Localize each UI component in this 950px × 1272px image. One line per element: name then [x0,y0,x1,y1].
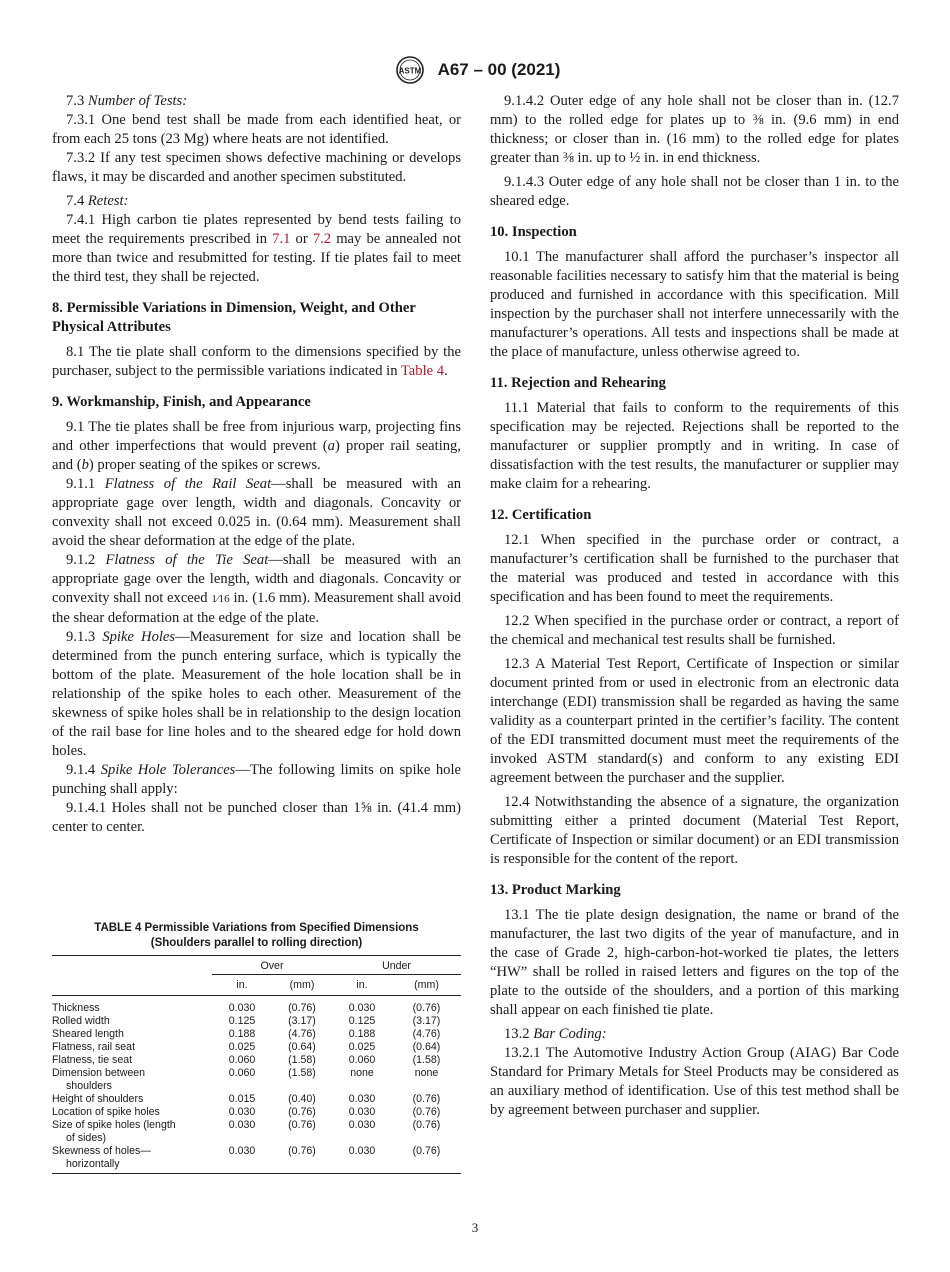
table-row [52,1067,461,1093]
header-under-mm: (mm) [392,975,461,996]
under-mm-cell: (0.76) [412,1119,441,1131]
table-row [52,1145,461,1174]
para-7-4: 7.4 Retest: [66,193,129,209]
under-in-cell: 0.030 [332,1145,392,1174]
link-7-1[interactable]: 7.1 [272,231,291,247]
under-mm-cell: (0.76) [412,1002,441,1014]
para-9-1-4-3: 9.1.4.3 Outer edge of any hole shall not be closer than 1 in. to the sheared edge. [490,174,899,209]
under-in-cell: 0.030 [348,1106,376,1118]
over-mm-cell: (0.76) [288,1119,316,1131]
header-under-in: in. [332,975,392,996]
under-mm-cell: (0.64) [412,1041,441,1053]
under-mm-cell: (0.76) [412,1093,441,1105]
table-row [52,1054,461,1067]
over-in-cell: 0.125 [228,1015,256,1027]
table-row [52,1119,461,1145]
row-label: Dimension between shoulders [52,1067,146,1092]
over-in-cell: 0.060 [228,1054,256,1066]
para-9-1-3: 9.1.3 Spike Holes—Measurement for size and location shall be determined from the punch entering surface, which is typically the bottom of the plate. Measurement of the hole location shall be in relationship of the spike holes to each other. Measurement of the skewness of spike holes shall be in relationship to the design location of the rail base for line holes and to the sheared edge for hold down holes. [52,629,461,759]
para-12-3: 12.3 A Material Test Report, Certificate of Inspection or similar document printed from or used in electronic from an electronic data interchange (EDI) transmission shall be regarded as having the same validity as a counterpart printed in the certifier’s facility. The content of the EDI transmitted document must meet the requirements of the invoked ASTM standard(s) and conform to any existing EDI agreement between the purchaser and the supplier. [490,656,899,786]
over-mm-cell: (0.64) [288,1041,316,1053]
para-7-4-1: 7.4.1 High carbon tie plates represented by bend tests failing to meet the requirements prescribed in 7.1 or 7.2 may be annealed not more than twice and resubmitted for testing. If tie plates fail to meet the third test, they shall be rejected. [52,212,461,285]
table-row [52,1041,461,1054]
over-in-cell: 0.030 [228,1119,256,1131]
page-number: 3 [471,1220,479,1235]
table-4 [52,921,461,1174]
row-label: Sheared length [52,1028,124,1040]
para-9-1-4: 9.1.4 Spike Hole Tolerances—The following limits on spike hole punching shall apply: [52,762,461,797]
header-over-mm: (mm) [272,975,332,996]
under-mm-cell: (0.76) [412,1106,441,1118]
para-7-3-1: 7.3.1 One bend test shall be made from each identified heat, or from each 25 tons (23 Mg) where heats are not identified. [52,112,461,147]
over-mm-cell: (0.76) [288,1106,316,1118]
table-caption: TABLE 4 Permissible Variations from Specified Dimensions (Shoulders parallel to rolling direction) [94,922,419,949]
under-in-cell: 0.060 [348,1054,376,1066]
over-mm-cell: (0.76) [288,1002,316,1014]
para-8-1: 8.1 The tie plate shall conform to the dimensions specified by the purchaser, subject to the permissible variations indicated in Table 4. [52,344,461,379]
header-under: Under [332,956,461,975]
para-9-1-4-2: 9.1.4.2 Outer edge of any hole shall not be closer than in. (12.7 mm) to the rolled edge for plates up to ⅜ in. (9.6 mm) in end thickness; or closer than in. (16 mm) to the rolled edge for plates greater than ⅜ in. up to ½ in. in end thickness. [490,93,899,166]
over-mm-cell: (0.76) [272,1145,332,1174]
table-row [52,1028,461,1041]
para-7-3: 7.3 Number of Tests: [66,93,188,109]
over-in-cell: 0.030 [212,1145,272,1174]
page-header [0,54,950,86]
over-in-cell: 0.030 [228,1002,256,1014]
para-11-1: 11.1 Material that fails to conform to the requirements of this specification may be rejected. Rejections shall be reported to the manufacturer or supplier promptly and in writing. In case of dissatisfaction with the test results, the manufacturer or supplier may make claim for a rehearing. [490,400,899,492]
para-9-1-4-1: 9.1.4.1 Holes shall not be punched closer than 1⅝ in. (41.4 mm) center to center. [52,800,461,835]
over-mm-cell: (1.58) [288,1067,316,1079]
right-column [490,92,899,1120]
table-row [52,1093,461,1106]
row-label: Size of spike holes (length of sides) [52,1119,176,1144]
over-mm-cell: (1.58) [288,1054,316,1066]
row-label: Thickness [52,1002,100,1014]
link-7-2[interactable]: 7.2 [312,231,332,247]
standard-designation: A67 – 00 (2021) [437,60,561,79]
under-in-cell: 0.030 [348,1093,376,1105]
under-mm-cell: (0.76) [392,1145,461,1174]
over-in-cell: 0.025 [228,1041,256,1053]
para-9-1: 9.1 The tie plates shall be free from injurious warp, projecting fins and other imperfections that would prevent (a) proper rail seating, and (b) proper seating of the spikes or screws. [52,419,461,473]
table-row [52,996,461,1016]
para-12-4: 12.4 Notwithstanding the absence of a signature, the organization submitting either a printed document (Material Test Report, Certificate of Inspection or similar document) or an EDI transmission is responsible for the content of the report. [490,794,899,867]
row-label: Skewness of holes— horizontally [52,1145,212,1174]
link-table-4[interactable]: Table 4 [400,363,445,379]
para-13-2: 13.2 Bar Coding: [504,1026,607,1042]
section-10-heading: 10. Inspection [490,224,577,240]
row-label: Height of shoulders [52,1093,144,1105]
over-in-cell: 0.060 [228,1067,256,1079]
section-13-heading: 13. Product Marking [490,882,621,898]
para-13-1: 13.1 The tie plate design designation, the name or brand of the manufacturer, the last two digits of the year of manufacture, and in the case of Grade 2, high-carbon-hot-worked tie plates, the letters “HW” shall be rolled in raised letters and figures on the top of the plate to the outside of the shoulders, and a portion of this marking shall appear on each finished tie plate. [490,907,899,1018]
variations-table [52,955,461,1174]
under-in-cell: 0.125 [348,1015,376,1027]
left-column [52,92,461,837]
table-row [52,1106,461,1119]
row-label: Flatness, rail seat [52,1041,136,1053]
para-13-2-1: 13.2.1 The Automotive Industry Action Group (AIAG) Bar Code Standard for Primary Metals for Steel Products may be considered as an auxiliary method of identification. Use of this test method shall be by agreement between purchaser and supplier. [490,1045,899,1118]
over-in-cell: 0.015 [228,1093,256,1105]
under-in-cell: 0.025 [348,1041,376,1053]
over-mm-cell: (4.76) [288,1028,316,1040]
row-label: Rolled width [52,1015,110,1027]
section-11-heading: 11. Rejection and Rehearing [490,375,666,391]
row-label: Location of spike holes [52,1106,160,1118]
over-in-cell: 0.030 [228,1106,256,1118]
table-row [52,1015,461,1028]
under-in-cell: 0.030 [348,1119,376,1131]
section-8-heading: 8. Permissible Variations in Dimension, Weight, and Other Physical Attributes [52,300,416,335]
para-7-3-2: 7.3.2 If any test specimen shows defective machining or develops flaws, it may be discarded and another specimen substituted. [52,150,461,185]
over-in-cell: 0.188 [228,1028,256,1040]
astm-logo-icon [390,54,430,86]
para-9-1-1: 9.1.1 Flatness of the Rail Seat—shall be measured with an appropriate gage over length, width and diagonals. Concavity or convexity shall not exceed 0.025 in. (0.64 mm). Measurement shall avoid the shear deformation at the edge of the plate. [52,476,461,549]
para-12-1: 12.1 When specified in the purchase order or contract, a manufacturer’s certification shall be furnished to the purchaser that the material was produced and tested in accordance with this specification and has been found to meet the requirements. [490,532,899,605]
under-in-cell: 0.030 [348,1002,376,1014]
under-mm-cell: (4.76) [412,1028,441,1040]
under-in-cell: none [350,1067,374,1079]
over-mm-cell: (3.17) [288,1015,316,1027]
para-10-1: 10.1 The manufacturer shall afford the purchaser’s inspector all reasonable facilities necessary to satisfy him that the material is being produced and furnished in accordance with this specification. Mill inspection by the purchaser shall not interfere unnecessarily with the manufacturer’s operations. All tests and inspections shall be made at the place of manufacture, unless otherwise agreed to. [490,249,899,360]
section-12-heading: 12. Certification [490,507,592,523]
row-label: Flatness, tie seat [52,1054,133,1066]
section-9-heading: 9. Workmanship, Finish, and Appearance [52,394,311,410]
para-9-1-2: 9.1.2 Flatness of the Tie Seat—shall be measured with an appropriate gage over the length, width and diagonals. Concavity or convexity shall not exceed 1⁄16 in. (1.6 mm). Measurement shall avoid the shear deformation at the edge of the plate. [52,552,461,626]
header-over-in: in. [212,975,272,996]
over-mm-cell: (0.40) [288,1093,316,1105]
under-mm-cell: none [414,1067,439,1079]
para-12-2: 12.2 When specified in the purchase order or contract, a report of the chemical and mechanical test results shall be furnished. [490,613,899,648]
under-in-cell: 0.188 [348,1028,376,1040]
under-mm-cell: (3.17) [412,1015,441,1027]
svg-text:ASTM: ASTM [398,66,421,76]
under-mm-cell: (1.58) [412,1054,441,1066]
header-over: Over [212,956,332,975]
